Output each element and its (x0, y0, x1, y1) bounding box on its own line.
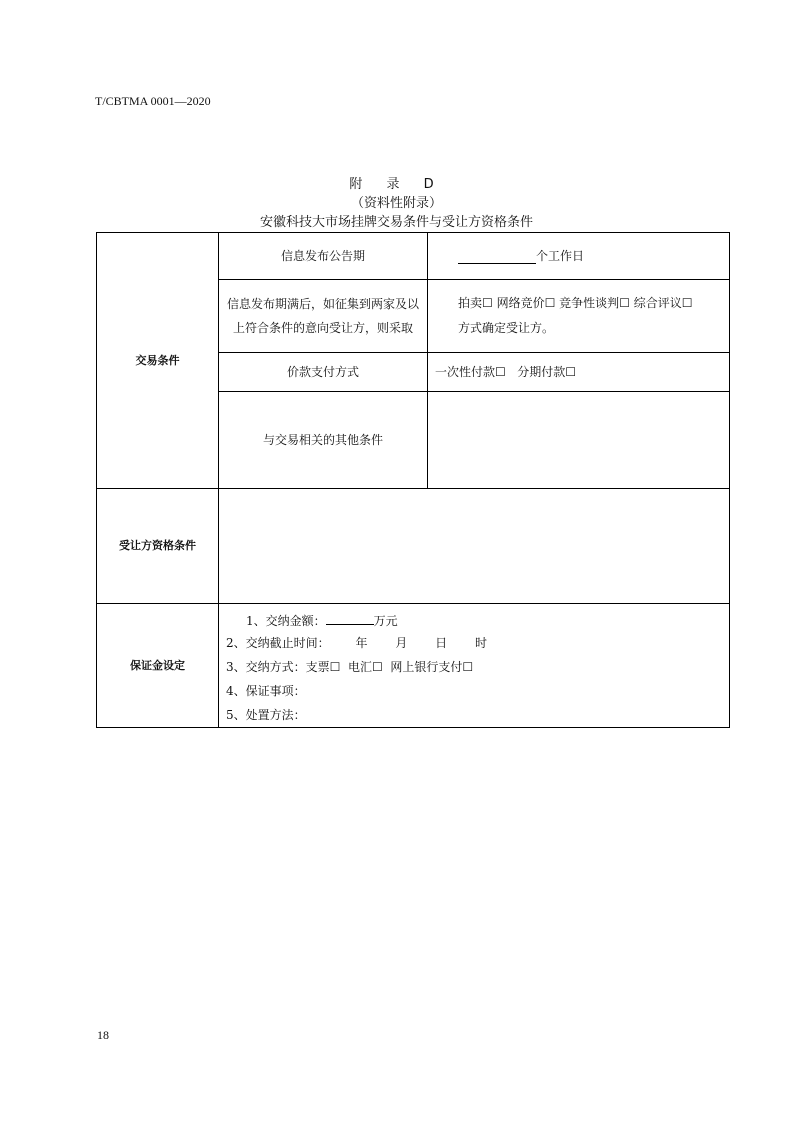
appendix-nature: （资料性附录） (350, 196, 442, 211)
buyer-qualification-label: 受让方资格条件 (119, 539, 196, 552)
multiple-bidders-label: 信息发布期满后，如征集到两家及以上符合条件的意向受让方，则采取 (226, 297, 419, 335)
deposit-deadline: 2、交纳截止时间： 年 月 日 时 (226, 636, 488, 650)
trade-conditions-label: 交易条件 (135, 353, 180, 367)
transfer-method-suffix: 方式确定受让方。 (458, 321, 555, 335)
announcement-period-label: 信息发布公告期 (280, 249, 365, 263)
deposit-amount-blank[interactable] (326, 610, 374, 625)
payment-method-label: 价款支付方式 (286, 365, 359, 379)
deposit-disposal-method: 5、处置方法： (226, 708, 306, 722)
deposit-payment-method[interactable]: 3、交纳方式：支票☐ 电汇☐ 网上银行支付☐ (226, 660, 474, 674)
buyer-qualification-value[interactable] (219, 489, 729, 603)
deadline-month[interactable]: 月 (395, 636, 408, 650)
deadline-year[interactable]: 年 (355, 636, 368, 650)
deadline-hour[interactable]: 时 (475, 636, 488, 650)
deposit-guarantee-items: 4、保证事项： (226, 684, 306, 698)
deposit-settings-label: 保证金设定 (130, 658, 185, 672)
deposit-amount: 1、交纳金额： 万元 (246, 610, 398, 629)
document-code: T/CBTMA 0001—2020 (95, 94, 211, 108)
announcement-period-value (458, 233, 718, 279)
deadline-day[interactable]: 日 (435, 636, 448, 650)
page-number: 18 (97, 1028, 109, 1042)
other-conditions-value[interactable] (428, 392, 729, 488)
appendix-title: 附 录 D (349, 177, 444, 192)
appendix-heading: 安徽科技大市场挂牌交易条件与受让方资格条件 (259, 215, 533, 230)
workdays-blank[interactable] (458, 249, 536, 264)
payment-method-options[interactable]: 一次性付款☐ 分期付款☐ (435, 365, 576, 379)
other-conditions-label: 与交易相关的其他条件 (262, 433, 383, 447)
transfer-method-options[interactable]: 拍卖☐ 网络竞价☐ 竞争性谈判☐ 综合评议☐ (458, 296, 693, 310)
workdays-suffix: 个工作日 (536, 249, 585, 263)
